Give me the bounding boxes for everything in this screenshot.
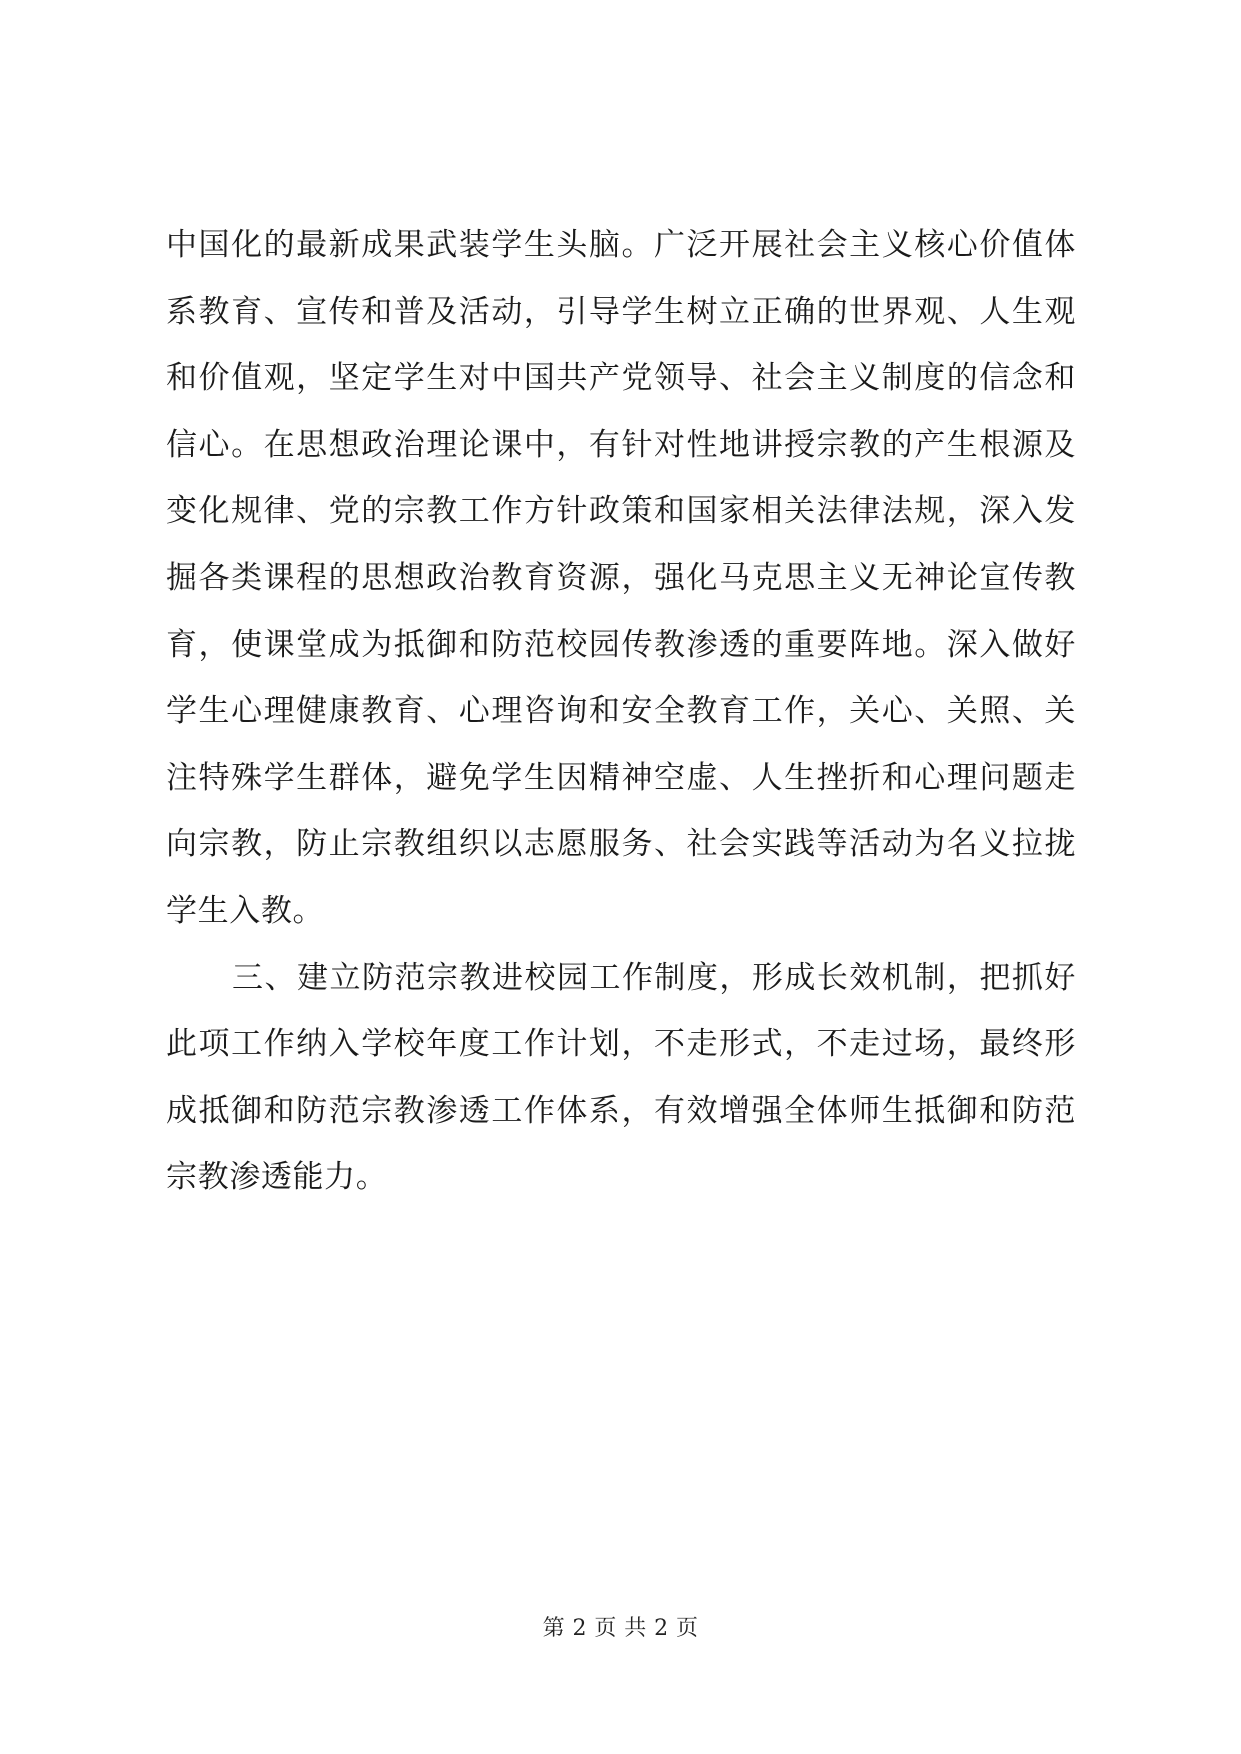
text-line: 掘各类课程的思想政治教育资源，强化马克思主义无神论宣传教 <box>166 559 1076 596</box>
text-line: 此项工作纳入学校年度工作计划，不走形式，不走过场，最终形 <box>166 1026 1076 1063</box>
text-line: 向宗教，防止宗教组织以志愿服务、社会实践等活动为名义拉拢 <box>166 826 1076 863</box>
document-body <box>166 225 1076 1224</box>
text-line: 注特殊学生群体，避免学生因精神空虚、人生挫折和心理问题走 <box>166 759 1076 796</box>
text-line: 变化规律、党的宗教工作方针政策和国家相关法律法规，深入发 <box>166 493 1076 530</box>
text-line: 成抵御和防范宗教渗透工作体系，有效增强全体师生抵御和防范 <box>166 1092 1076 1129</box>
page-number-footer: 第 2 页 共 2 页 <box>542 1616 699 1641</box>
text-line: 系教育、宣传和普及活动，引导学生树立正确的世界观、人生观 <box>166 293 1076 330</box>
text-line: 宗教渗透能力。 <box>166 1159 388 1196</box>
text-line: 信心。在思想政治理论课中，有针对性地讲授宗教的产生根源及 <box>166 426 1076 463</box>
text-line: 育，使课堂成为抵御和防范校园传教渗透的重要阵地。深入做好 <box>166 626 1076 663</box>
text-line: 学生心理健康教育、心理咨询和安全教育工作，关心、关照、关 <box>166 693 1076 730</box>
text-line: 中国化的最新成果武装学生头脑。广泛开展社会主义核心价值体 <box>166 227 1076 263</box>
section-heading-line: 三、建立防范宗教进校园工作制度，形成长效机制，把抓好 <box>232 959 1076 996</box>
text-line: 和价值观，坚定学生对中国共产党领导、社会主义制度的信念和 <box>166 360 1076 397</box>
text-line: 学生入教。 <box>166 892 325 929</box>
